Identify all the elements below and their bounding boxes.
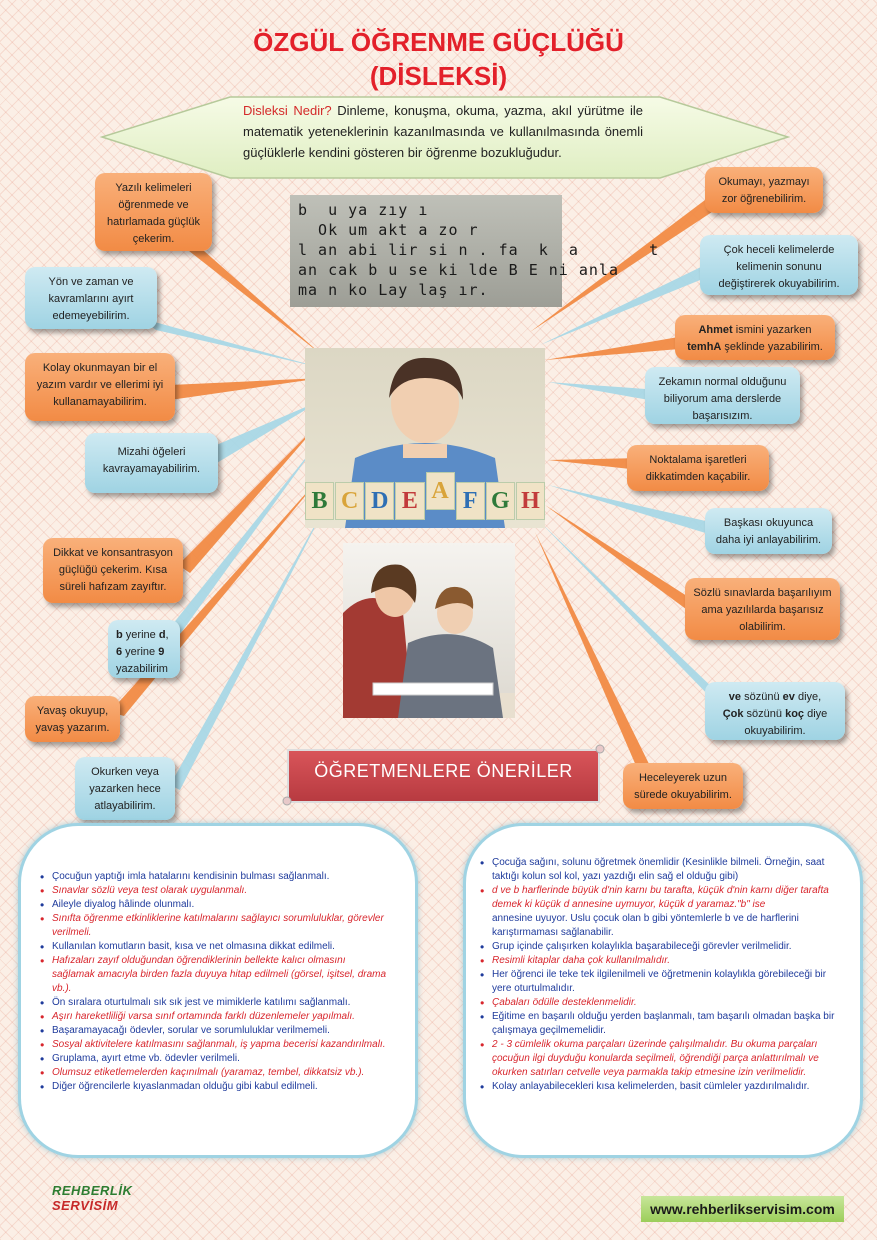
list-item: • Hafızaları zayıf olduğundan öğrendiklerinin bellekte kalıcı olmasını sağlamak amacıyla birden fazla duyuya hitap edilmeli (görsel, işitsel, drama vb.). [38,954,390,996]
letter-blocks [305,478,545,522]
jumbled-text-image [290,195,660,307]
definition-body: Dinleme, konuşma, okuma, yazma, akıl yürütme ile matematik yeteneklerinin kazanılmasında ve kullanılmasında önemli güçlüklerle kendini gösteren bir öğrenme bozukluğudur. [243,103,643,160]
website-link[interactable]: www.rehberlikservisim.com [641,1196,844,1222]
list-item: • d ve b harflerinde büyük d'nin karnı bu tarafta, küçük d'nin karnı diğer tarafta demek ki küçük d annesine uymuyor, küçük d yaramaz."b" ise [478,884,838,912]
list-item: • Olumsuz etiketlemelerden kaçınılmalı (yaramaz, tembel, dikkatsiz vb.). [38,1066,390,1080]
list-item: • Sınıfta öğrenme etkinliklerine katılmalarını sağlayıcı sorumluluklar, görevler verilmeli. [38,912,390,940]
letter-block: G [486,482,515,520]
callout-left-7: Yavaş okuyup, yavaş yazarım. [25,696,120,742]
pointer-right-6 [548,485,712,535]
list-item: • Başaramayacağı ödevler, sorular ve sorumluluklar verilmemeli. [38,1024,390,1038]
pointer-left-4 [200,400,322,470]
list-item: • Çocuğa sağını, solunu öğretmek önemlidir (Kesinlikle bilmeli. Örneğin, saat taktığı kolun sol kol, yazı yazdığı elin sağ el olduğu gibi) [478,856,838,884]
callout-left-2: Yön ve zaman ve kavramlarını ayırt edemeyebilirim. [25,267,157,329]
banner-title: ÖĞRETMENLERE ÖNERİLER [314,761,573,781]
letter-block: C [335,482,364,520]
jumbled-line: an cak b u se ki lde B E ni anla [298,261,619,279]
definition-question: Disleksi Nedir? [243,103,332,118]
letter-block: F [456,482,485,520]
jumbled-line: l an abi lir si n . fa k a t [298,241,660,259]
right-recommendations-list [478,856,838,1094]
list-item: • Aşırı hareketliliği varsa sınıf ortamında farklı düzenlemeler yapılmalı. [38,1010,390,1024]
pointer-right-3 [545,335,692,360]
callout-left-1: Yazılı kelimeleri öğrenmede ve hatırlamada güçlük çekerim. [95,173,212,251]
list-item: • Diğer öğrencilerle kıyaslanmadan olduğu gibi kabul edilmeli. [38,1080,390,1094]
callout-right-3: Ahmet ismini yazarken temhA şeklinde yazabilirim. [675,315,835,360]
list-item: • Eğitime en başarılı olduğu yerden başlanmalı, tam başarılı olmadan başka bir çalışmaya geçilmemelidir. [478,1010,838,1038]
callout-right-8: ve sözünü ev diye, Çok sözünü koç diye okuyabilirim. [705,682,845,740]
callout-right-2: Çok heceli kelimelerde kelimenin sonunu değiştirerek okuyabilirim. [700,235,858,295]
letter-block: D [365,482,394,520]
list-item: • 2 - 3 cümlelik okuma parçaları üzerinde çalışılmalıdır. Bu okuma parçaları çocuğun ilgi duyduğu konularda seçilmeli, öğrendiği parça anlattırılmalı ve okurken satırları cetvelle veya parmakla takip etmesine izin verilmelidir. [478,1038,838,1080]
mother-child-photo [343,543,515,718]
list-item: • Ön sıralara oturtulmalı sık sık jest ve mimiklerle katılımı sağlanmalı. [38,996,390,1010]
logo-line2: SERVİSİM [52,1198,119,1213]
list-item: • Sınavlar sözlü veya test olarak uygulanmalı. [38,884,390,898]
list-item: • Grup içinde çalışırken kolaylıkla başarabileceği görevler verilmelidir. [478,940,838,954]
list-item: • Her öğrenci ile teke tek ilgilenilmeli ve öğretmenin kolaylıkla görebileceği bir yere oturtulmalıdır. [478,968,838,996]
jumbled-line: ma n ko Lay laş ır. [298,281,489,299]
jumbled-line: b u ya zıy ı [298,201,429,219]
page-title: ÖZGÜL ÖĞRENME GÜÇLÜĞÜ [253,27,624,57]
list-item-continuation: annesine uyuyor. Uslu çocuk olan b gibi yöntemlerle b ve de harflerini karıştırmaması sağlanabilir. [492,913,799,938]
letter-block: E [395,482,424,520]
callout-right-5: Noktalama işaretleri dikkatimden kaçabilir. [627,445,769,491]
list-item: • Çabaları ödülle desteklenmelidir. [478,996,838,1010]
callout-right-6: Başkası okuyunca daha iyi anlayabilirim. [705,508,832,554]
page-subtitle: (DİSLEKSİ) [369,61,508,91]
list-item: • Kolay anlayabilecekleri kısa kelimelerden, basit cümleler yazdırılmalıdır. [478,1080,838,1094]
pointer-left-3 [170,378,322,400]
logo-line1: REHBERLİK [52,1183,133,1198]
list-item: • Sosyal aktivitelere katılmasını sağlanmalı, iş yapma becerisi kazandırılmalı. [38,1038,390,1052]
callout-left-3: Kolay okunmayan bir el yazım vardır ve ellerimi iyi kullanamayabilirim. [25,353,175,421]
pointer-right-4 [548,382,660,402]
list-item: • Çocuğun yaptığı imla hatalarını kendisinin bulması sağlanmalı. [38,870,390,884]
callout-right-7: Sözlü sınavlarda başarılıyım ama yazılılarda başarısız olabilirim. [685,578,840,640]
callout-left-6: b yerine d, 6 yerine 9 yazabilirim [108,620,180,678]
rehberlik-logo [52,1183,132,1223]
callout-right-1: Okumayı, yazmayı zor öğrenebilirim. [705,167,823,213]
callout-right-9: Heceleyerek uzun sürede okuyabilirim. [623,763,743,809]
callout-right-4: Zekamın normal olduğunu biliyorum ama derslerde başarısızım. [645,367,800,424]
letter-block: B [305,482,334,520]
list-item: • Kullanılan komutların basit, kısa ve net olmasına dikkat edilmeli. [38,940,390,954]
letter-block: A [426,472,455,510]
left-recommendations-list [38,870,390,1094]
list-item: • Aileyle diyalog hâlinde olunmalı. [38,898,390,912]
mother-child-figure [343,543,515,718]
jumbled-line: Ok um akt a zo r [298,221,479,239]
list-item: • Gruplama, ayırt etme vb. ödevler verilmeli. [38,1052,390,1066]
letter-block: H [516,482,545,520]
callout-left-4: Mizahi öğeleri kavrayamayabilirim. [85,433,218,493]
list-item: • Resimli kitaplar daha çok kullanılmalıdır. [478,954,838,968]
callout-left-5: Dikkat ve konsantrasyon güçlüğü çekerim. Kısa süreli hafızam zayıftır. [43,538,183,603]
callout-left-8: Okurken veya yazarken hece atlayabilirim. [75,757,175,820]
